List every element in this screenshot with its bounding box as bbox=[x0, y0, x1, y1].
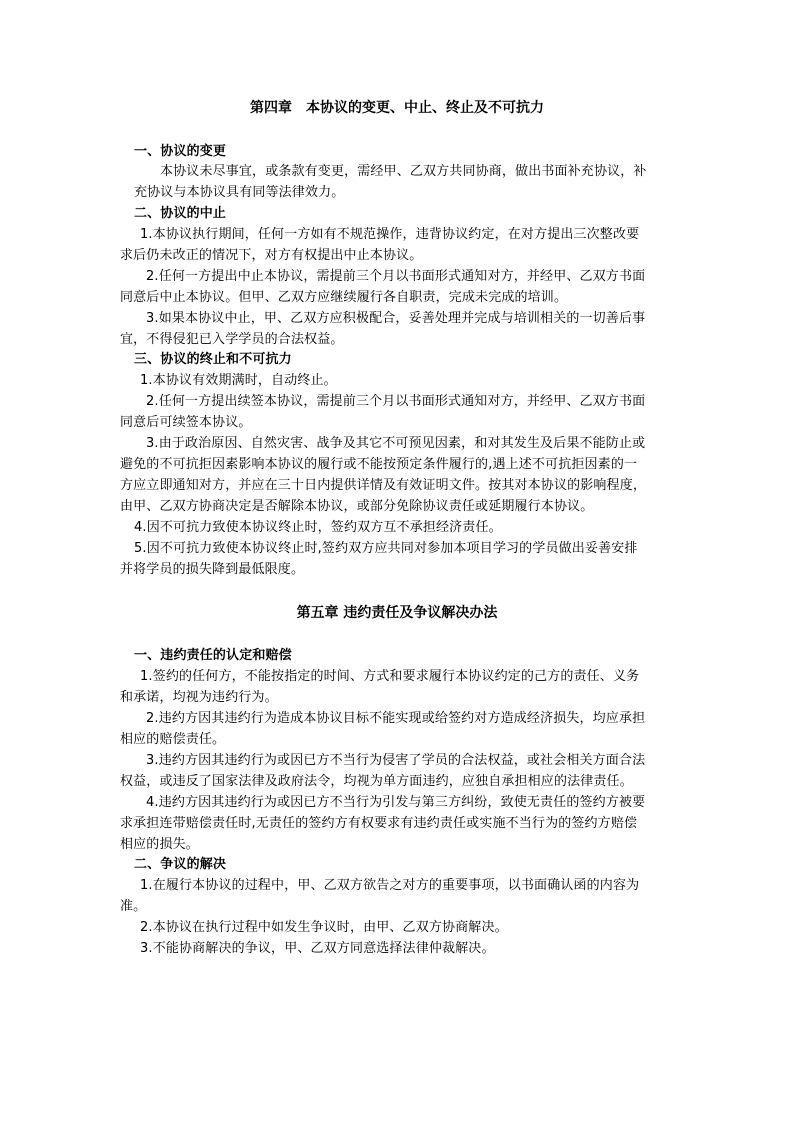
chapter-5-title: 第五章 违约责任及争议解决办法 bbox=[296, 605, 498, 621]
paragraph-line: 权益，或违反了国家法律及政府法令，均视为单方面违约，应独自承担相应的法律责任。 bbox=[120, 774, 633, 789]
paragraph-line: 和承诺，均视为违约行为。 bbox=[120, 690, 278, 705]
section-heading-dispute-resolution: 二、争议的解决 bbox=[134, 857, 227, 872]
paragraph-line: 5.因不可抗力致使本协议终止时,签约双方应共同对参加本项目学习的学员做出妥善安排 bbox=[134, 541, 638, 556]
paragraph-line: 同意后可续签本协议。 bbox=[120, 415, 252, 430]
paragraph-line: 1.在履行本协议的过程中，甲、乙双方欲告之对方的重要事项，以书面确认函的内容为 bbox=[140, 878, 640, 893]
paragraph-line: 2.违约方因其违约行为造成本协议目标不能实现或给签约对方造成经济损失，均应承担 bbox=[146, 711, 646, 726]
section-heading-agreement-change: 一、协议的变更 bbox=[134, 144, 227, 159]
paragraph-line: 2.任何一方提出续签本协议，需提前三个月以书面形式通知对方，并经甲、乙双方书面 bbox=[146, 394, 646, 409]
section-heading-agreement-suspension: 二、协议的中止 bbox=[134, 206, 227, 221]
paragraph-line: 3.由于政治原因、自然灾害、战争及其它不可预见因素，和对其发生及后果不能防止或 bbox=[146, 436, 646, 451]
paragraph-line: 2.任何一方提出中止本协议，需提前三个月以书面形式通知对方，并经甲、乙双方书面 bbox=[146, 269, 646, 284]
paragraph-line: 由甲、乙双方协商决定是否解除本协议，或部分免除协议责任或延期履行本协议。 bbox=[120, 499, 594, 514]
paragraph-line: 1.本协议有效期满时，自动终止。 bbox=[140, 373, 337, 388]
paragraph-line: 相应的赔偿责任。 bbox=[120, 732, 226, 747]
section-heading-termination-force-majeure: 三、协议的终止和不可抗力 bbox=[134, 352, 292, 367]
paragraph-line: 充协议与本协议具有同等法律效力。 bbox=[134, 185, 345, 200]
paragraph-line: 3.如果本协议中止，甲、乙双方应积极配合，妥善处理并完成与培训相关的一切善后事 bbox=[146, 311, 646, 326]
paragraph-line: 2.本协议在执行过程中如发生争议时，由甲、乙双方协商解决。 bbox=[140, 920, 508, 935]
paragraph-line: 1.本协议执行期间，任何一方如有不规范操作，违背协议约定，在对方提出三次整改要 bbox=[140, 227, 640, 242]
paragraph-line: 方应立即通知对方，并应在三十日内提供详情及有效证明文件。按其对本协议的影响程度， bbox=[120, 478, 647, 493]
paragraph-line: 4.违约方因其违约行为或因已方不当行为引发与第三方纠纷，致使无责任的签约方被要 bbox=[146, 795, 646, 810]
paragraph-line: 求后仍未改正的情况下，对方有权提出中止本协议。 bbox=[120, 248, 423, 263]
paragraph-line: 准。 bbox=[120, 899, 147, 914]
paragraph-line: 同意后中止本协议。但甲、乙双方应继续履行各自职责，完成未完成的培训。 bbox=[120, 290, 568, 305]
paragraph-line: 宜，不得侵犯已入学学员的合法权益。 bbox=[120, 332, 344, 347]
paragraph-line: 3.不能协商解决的争议，甲、乙双方同意选择法律仲裁解决。 bbox=[140, 941, 495, 956]
paragraph-line: 并将学员的损失降到最低限度。 bbox=[120, 562, 305, 577]
paragraph-line: 1.签约的任何方，不能按指定的时间、方式和要求履行本协议约定的己方的责任、义务 bbox=[140, 669, 640, 684]
paragraph-line: 3.违约方因其违约行为或因已方不当行为侵害了学员的合法权益，或社会相关方面合法 bbox=[146, 753, 646, 768]
chapter-4-title: 第四章 本协议的变更、中止、终止及不可抗力 bbox=[250, 100, 544, 116]
paragraph-line: 相应的损失。 bbox=[120, 837, 199, 852]
section-heading-breach-liability: 一、违约责任的认定和赔偿 bbox=[134, 648, 292, 663]
paragraph-line: 避免的不可抗拒因素影响本协议的履行或不能按预定条件履行的,遇上述不可抗拒因素的一 bbox=[120, 457, 638, 472]
paragraph-line: 4.因不可抗力致使本协议终止时，签约双方互不承担经济责任。 bbox=[134, 520, 502, 535]
paragraph-line: 本协议未尽事宜，或条款有变更，需经甲、乙双方共同协商，做出书面补充协议，补 bbox=[160, 164, 647, 179]
paragraph-line: 求承担连带赔偿责任时,无责任的签约方有权要求有违约责任或实施不当行为的签约方赔偿 bbox=[120, 816, 638, 831]
